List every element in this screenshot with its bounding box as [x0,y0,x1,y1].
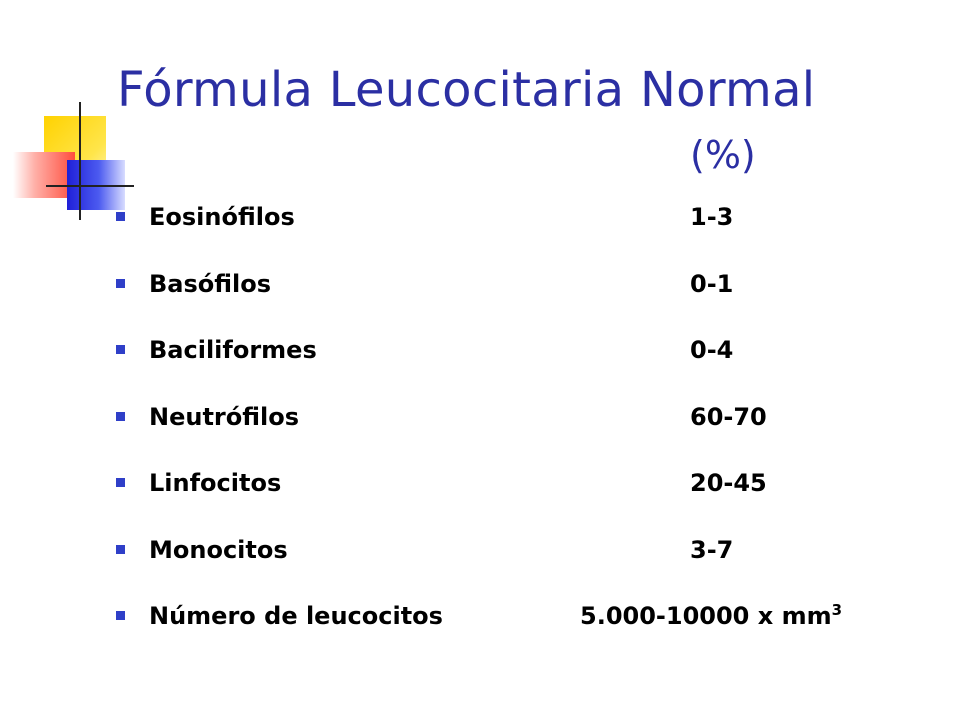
item-value: 0-4 [690,336,734,364]
list-item [0,598,960,638]
slide-subtitle: (%) [690,133,756,177]
list-item [0,266,960,306]
item-label: Monocitos [149,536,288,564]
bullet-icon [116,212,125,221]
bullet-icon [116,478,125,487]
item-label: Número de leucocitos [149,602,443,630]
list-item [0,199,960,239]
list-item [0,332,960,372]
horizontal-line [46,185,134,187]
item-value: 1-3 [690,203,734,231]
slide-title: Fórmula Leucocitaria Normal [117,62,816,118]
bullet-icon [116,279,125,288]
item-value: 20-45 [690,469,767,497]
list-item [0,399,960,439]
red-square [13,152,75,198]
item-value-text: 5.000-10000 x mm [580,602,832,630]
item-label: Baciliformes [149,336,317,364]
list-item [0,532,960,572]
bullet-icon [116,412,125,421]
unit-exponent: 3 [831,601,843,619]
list-item [0,465,960,505]
item-label: Neutrófilos [149,403,300,431]
item-value [580,598,842,634]
item-value: 0-1 [690,270,734,298]
bullet-icon [116,345,125,354]
item-value: 60-70 [690,403,767,431]
item-label: Basófilos [149,270,272,298]
item-label: Linfocitos [149,469,282,497]
bullet-icon [116,545,125,554]
item-value: 3-7 [690,536,734,564]
item-label: Eosinófilos [149,203,295,231]
bullet-icon [116,611,125,620]
